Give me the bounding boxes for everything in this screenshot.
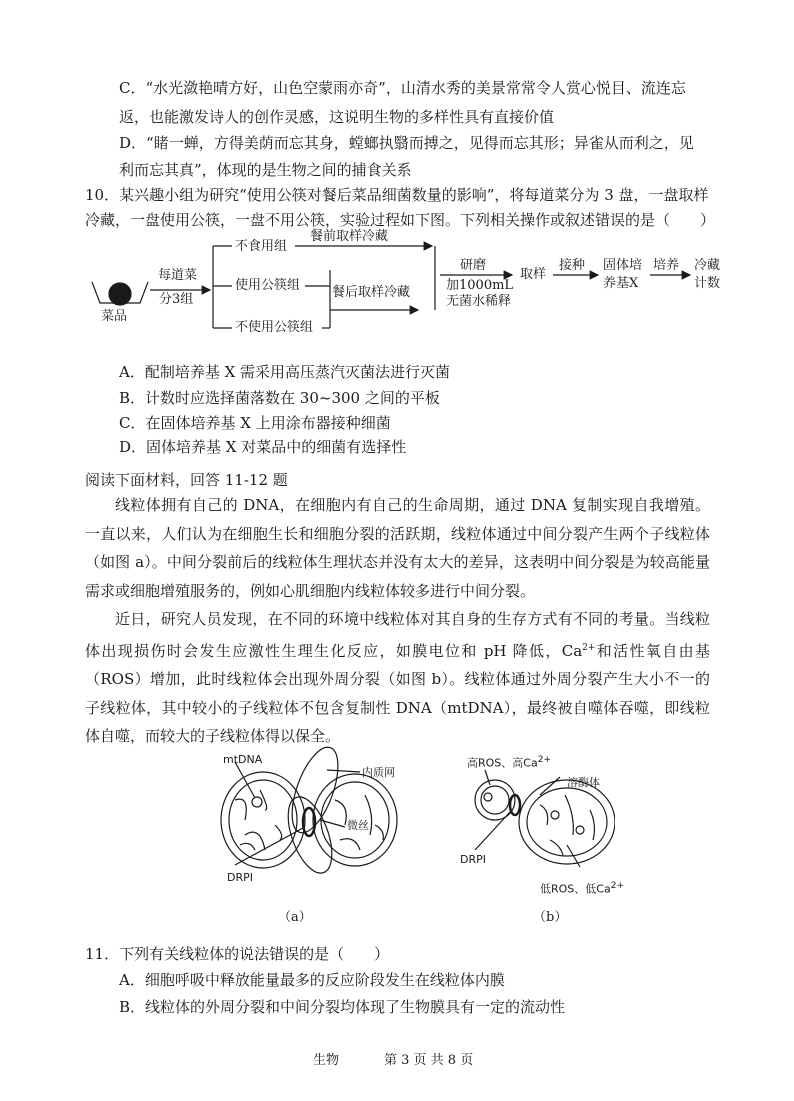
reading-paragraph-1: 线粒体拥有自己的 DNA，在细胞内有自己的生命周期，通过 DNA 复制实现自我增殖。一直以来，人们认为在细胞生长和细胞分裂的活跃期，线粒体通过中间分裂产生两个子线粒体（如图 a）。中间分裂前后的线粒体生理状态并没有太大的差异，这表明中间分裂是为较高能量需求或细胞增殖服务的，例如心肌细胞内线粒体较多进行中间分裂。 bbox=[85, 496, 710, 600]
count-label-2: 计数 bbox=[694, 276, 721, 291]
q10-option-a: A．配制培养基 X 需采用高压蒸汽灭菌法进行灭菌 bbox=[119, 363, 451, 381]
label-mtdna: mtDNA bbox=[223, 753, 263, 766]
q10-option-c: C．在固体培养基 X 上用涂布器接种细菌 bbox=[119, 414, 391, 432]
inoculate-label: 接种 bbox=[559, 258, 586, 273]
count-label-1: 冷藏 bbox=[694, 258, 721, 273]
dilute-label-1: 加1000mL bbox=[446, 278, 514, 293]
option-d-line2: 利而忘其真”，体现的是生物之间的捕食关系 bbox=[119, 161, 412, 179]
label-low-ros-ca: 低ROS、低$Ca^{2+}$ bbox=[540, 881, 624, 896]
medium-label-2: 养基X bbox=[603, 276, 639, 291]
dish-label: 菜品 bbox=[101, 309, 128, 324]
group-no-eat: 不食用组 bbox=[235, 239, 288, 254]
q10-option-b: B．计数时应选择菌落数在 30~300 之间的平板 bbox=[119, 389, 440, 407]
label-microfilament: 微丝 bbox=[347, 819, 369, 832]
split-label-2: 分3组 bbox=[159, 292, 194, 307]
q11-option-a: A．细胞呼吸中释放能量最多的反应阶段发生在线粒体内膜 bbox=[119, 971, 505, 989]
q10-option-d: D．固体培养基 X 对菜品中的细菌有选择性 bbox=[119, 438, 407, 456]
q10-stem-line2: 冷藏，一盘使用公筷，一盘不用公筷，实验过程如下图。下列相关操作或叙述错误的是（ ） bbox=[85, 211, 716, 229]
group-public-chopsticks: 使用公筷组 bbox=[235, 278, 301, 293]
figure-a-caption: （a） bbox=[278, 910, 312, 925]
option-d-line1: D．“睹一蝉，方得美荫而忘其身，螳螂执翳而搏之，见得而忘其形；异雀从而利之，见 bbox=[119, 134, 694, 152]
food-icon bbox=[109, 283, 131, 305]
figure-b-caption: （b） bbox=[533, 910, 568, 925]
label-drp1-b: DRPI bbox=[460, 853, 486, 866]
q10-stem-line1: 10．某兴趣小组为研究“使用公筷对餐后菜品细菌数量的影响”，将每道菜分为 3 盘，一盘取样 bbox=[85, 186, 709, 204]
medium-label-1: 固体培 bbox=[603, 258, 643, 273]
experiment-flow-diagram bbox=[0, 0, 794, 360]
footer-page-info: 第 3 页 共 8 页 bbox=[384, 1053, 474, 1068]
label-lysosome: 溶酶体 bbox=[567, 776, 600, 789]
post-meal-label: 餐后取样冷藏 bbox=[332, 285, 411, 300]
dilute-label-2: 无菌水稀释 bbox=[446, 294, 512, 309]
option-c-line2: 返，也能激发诗人的创作灵感，这说明生物的多样性具有直接价值 bbox=[119, 108, 555, 126]
group-no-public-chopsticks: 不使用公筷组 bbox=[235, 320, 314, 335]
pre-meal-label: 餐前取样冷藏 bbox=[310, 229, 389, 244]
reading-paragraph-2 bbox=[85, 605, 710, 751]
para2-text-1: 近日，研究人员发现，在不同的环境中线粒体对其自身的生存方式有不同的考量。当线粒体出现损伤时会发生应激性生理生化反应，如膜电位和 pH 降低，Ca bbox=[85, 610, 710, 660]
reading-heading: 阅读下面材料，回答 11-12 题 bbox=[85, 471, 288, 489]
ca-superscript: 2+ bbox=[582, 642, 596, 653]
label-drp1-a: DRPI bbox=[227, 871, 253, 884]
sample-label: 取样 bbox=[520, 267, 547, 282]
option-c-line1: C．“水光潋艳晴方好，山色空蒙雨亦奇”，山清水秀的美景常常令人赏心悦目、流连忘 bbox=[119, 79, 686, 97]
label-er: 内质网 bbox=[362, 766, 395, 779]
para2-text-2: 和活性氧自由基（ROS）增加，此时线粒体会出现外周分裂（如图 b）。线粒体通过外周分裂产生大小不一的子线粒体，其中较小的子线粒体不包含复制性 DNA（mtDNA），最终被自噬体吞噬，即线粒体自噬，而较大的子线粒体得以保全。 bbox=[85, 641, 710, 745]
label-high-ros-ca: 高ROS、高$Ca^{2+}$ bbox=[467, 755, 551, 770]
grind-label: 研磨 bbox=[460, 258, 487, 273]
culture-label: 培养 bbox=[653, 258, 680, 273]
footer-subject: 生物 bbox=[313, 1053, 340, 1068]
q11-option-b: B．线粒体的外周分裂和中间分裂均体现了生物膜具有一定的流动性 bbox=[119, 998, 566, 1016]
split-label-1: 每道菜 bbox=[158, 268, 198, 283]
q11-stem: 11．下列有关线粒体的说法错误的是（ ） bbox=[85, 945, 390, 963]
